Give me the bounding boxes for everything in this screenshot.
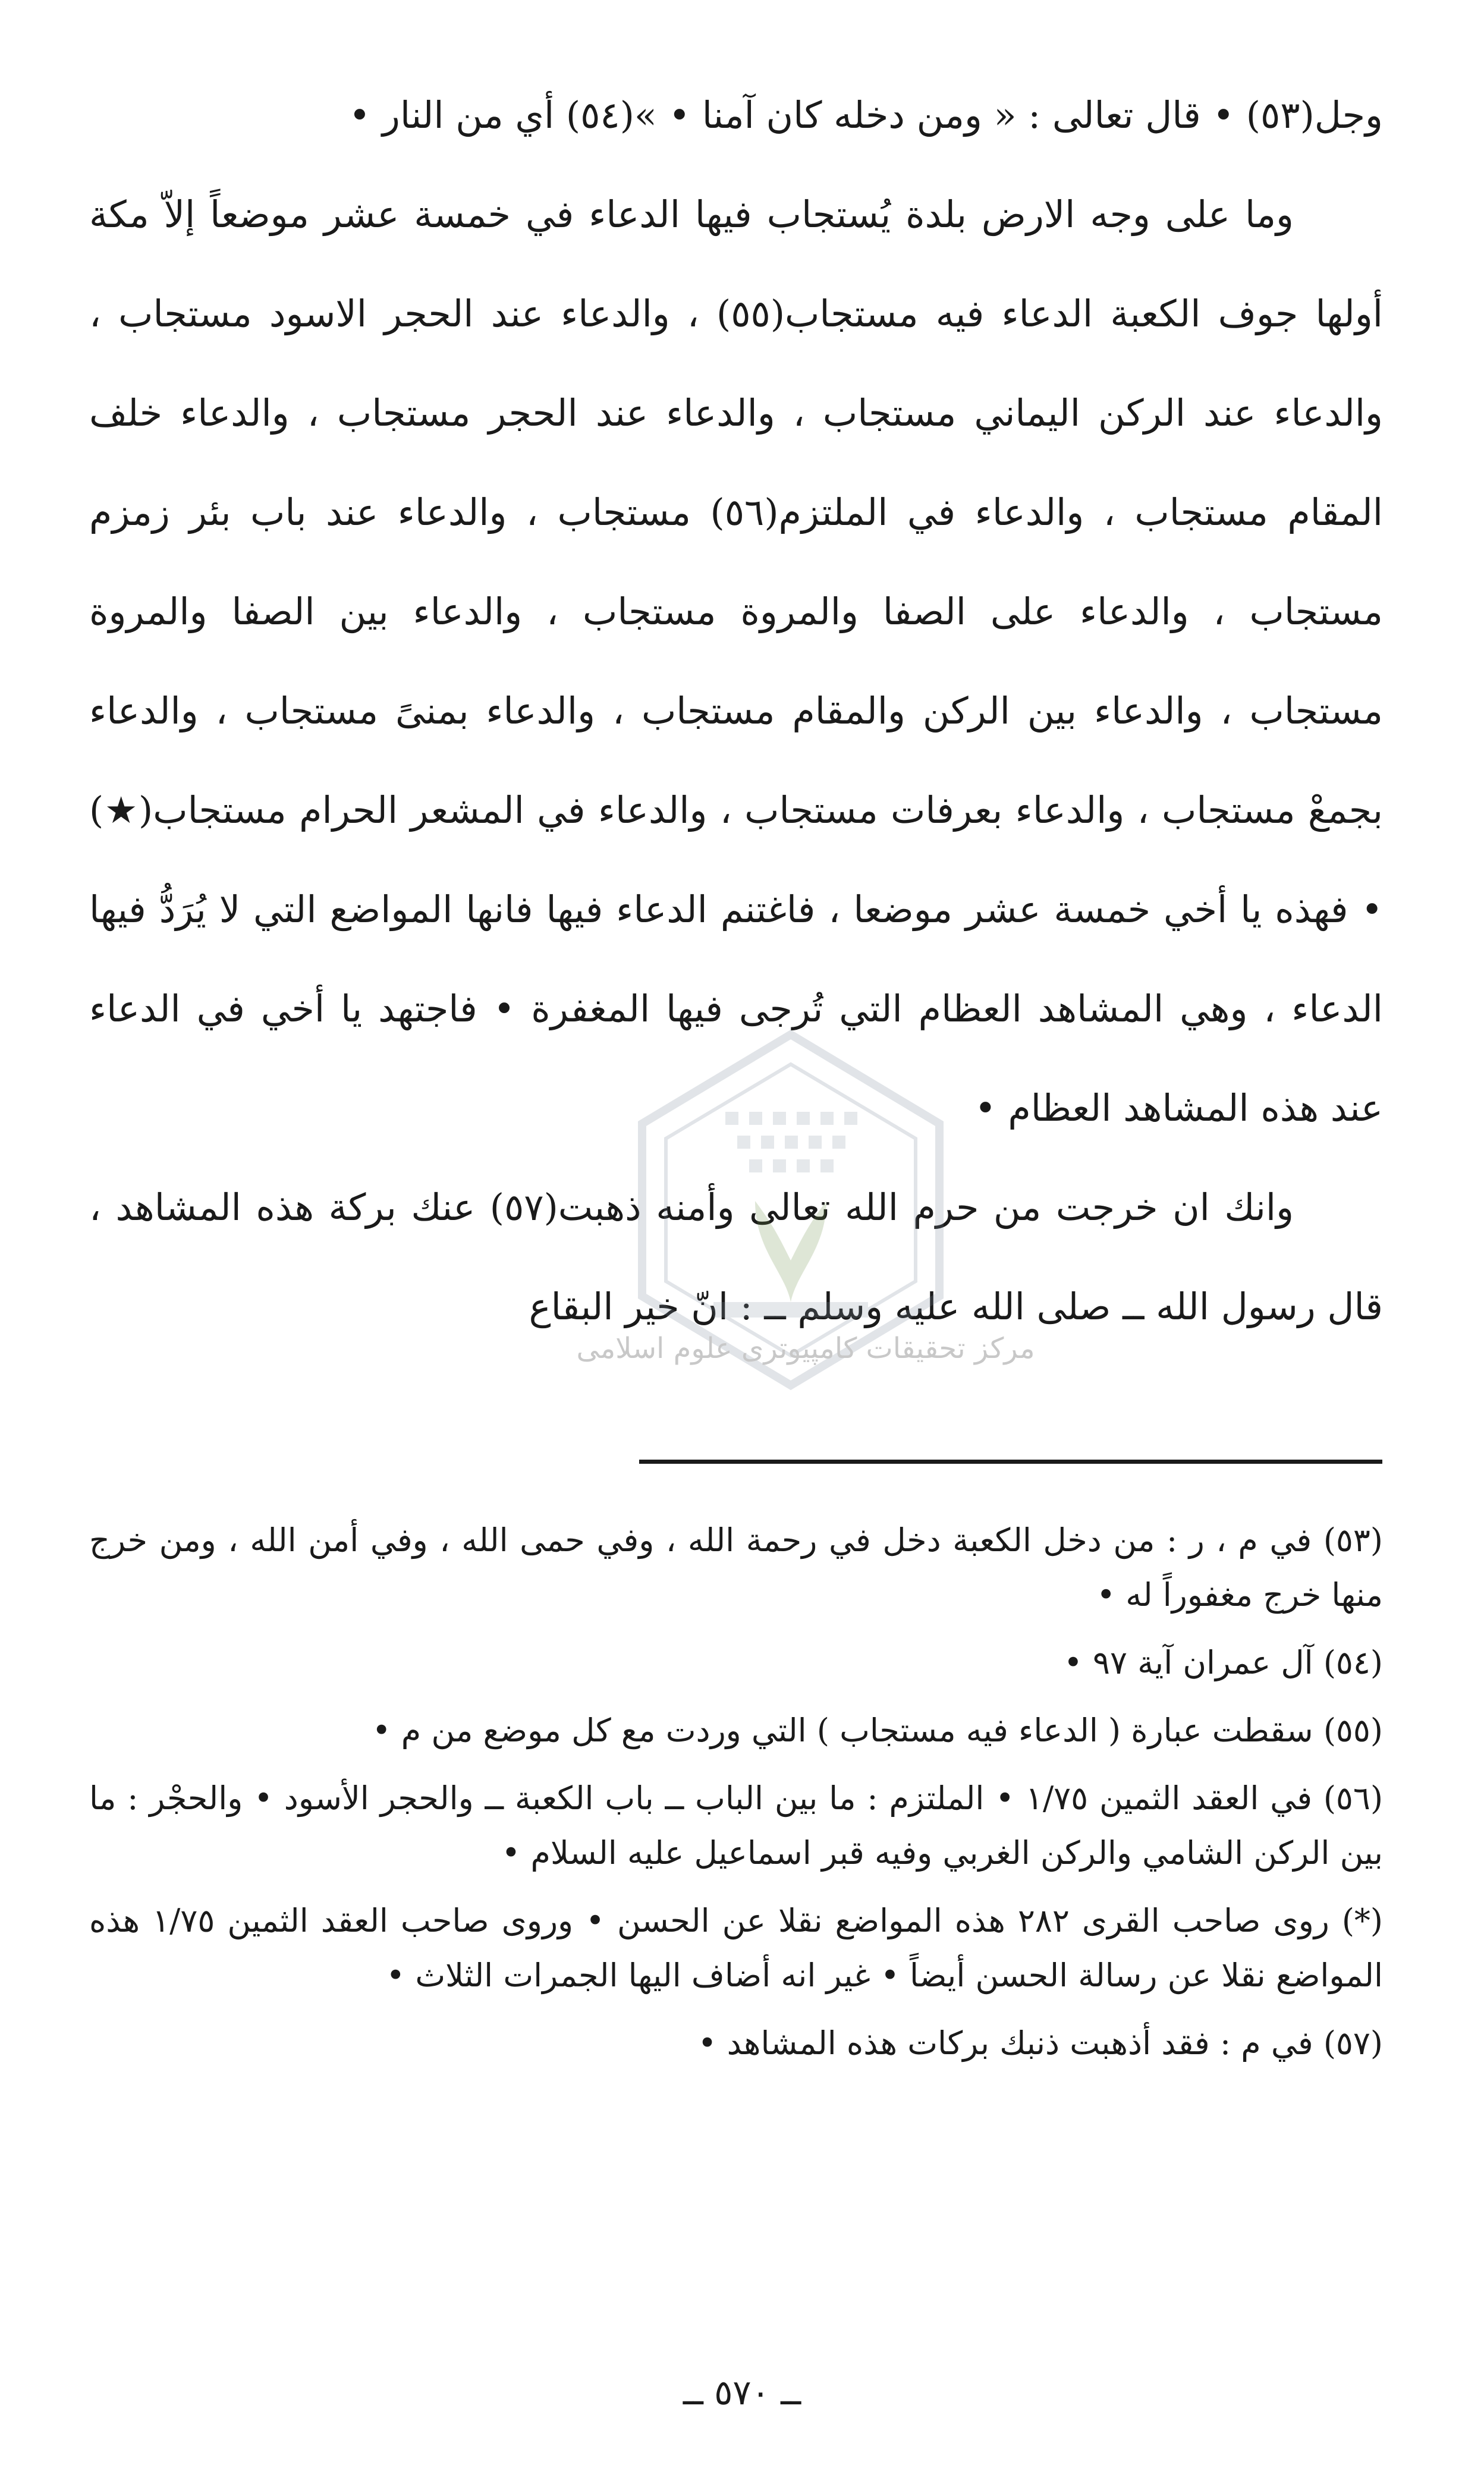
footnote-star: (*) روى صاحب القرى ٢٨٢ هذه المواضع نقلا عن الحسن • وروى صاحب العقد الثمين ١/٧٥ هذه المواضع نقلا عن رسالة الحسن أيضاً • غير انه أضاف اليها الجمرات الثلاث • [89,1902,1383,1994]
paragraph-3: وانك ان خرجت من حرم الله تعالى وأمنه ذهبت(٥٧) عنك بركة هذه المشاهد ، قال رسول الله ــ صلى الله عليه وسلم ــ : انّ خير البقاع [89,1186,1383,1328]
footnote-divider [639,1460,1382,1464]
footnote-57: (٥٧) في م : فقد أذهبت ذنبك بركات هذه المشاهد • [697,2024,1383,2062]
footnote-54: (٥٤) آل عمران آية ٩٧ • [1064,1644,1383,1681]
footnote-53: (٥٣) في م ، ر : من دخل الكعبة دخل في رحمة الله ، وفي حمى الله ، وفي أمن الله ، ومن خرج منها خرج مغفوراً له • [89,1521,1383,1614]
paragraph-1: وجل(٥٣) • قال تعالى : « ومن دخله كان آمنا • »(٥٤) أي من النار • [348,93,1383,137]
footnote-55: (٥٥) سقطت عبارة ( الدعاء فيه مستجاب ) التي وردت مع كل موضع من م • [372,1712,1383,1749]
footnote-56: (٥٦) في العقد الثمين ١/٧٥ • الملتزم : ما بين الباب ــ باب الكعبة ــ والحجر الأسود • والحجْر : ما بين الركن الشامي والركن الغربي وفيه قبر اسماعيل عليه السلام • [89,1779,1384,1872]
paragraph-2: وما على وجه الارض بلدة يُستجاب فيها الدعاء في خمسة عشر موضعاً إلاّ مكة أولها جوف الكعبة الدعاء فيه مستجاب(٥٥) ، والدعاء عند الحجر الاسود مستجاب ، والدعاء عند الركن اليماني مستجاب ، والدعاء عند الحجر مستجاب ، والدعاء خلف المقام مستجاب ، والدعاء في الملتزم(٥٦) مستجاب ، والدعاء عند باب بئر زمزم مستجاب ، والدعاء على الصفا والمروة مستجاب ، والدعاء بين الصفا والمروة مستجاب ، والدعاء بين الركن والمقام مستجاب ، والدعاء بمنىً مستجاب ، والدعاء بجمعْ مستجاب ، والدعاء بعرفات مستجاب ، والدعاء في المشعر الحرام مستجاب(★) • فهذه يا أخي خمسة عشر موضعا ، فاغتنم الدعاء فيها فانها المواضع التي لا يُرَدُّ فيها الدعاء ، وهي المشاهد العظام التي تُرجى فيها المغفرة • فاجتهد يا أخي في الدعاء عند هذه المشاهد العظام • [89,193,1384,1130]
watermark-text: مرکز تحقیقات کامپیوتری علوم اسلامی [576,1332,1035,1365]
footnotes [89,1513,1383,2084]
main-text [89,65,1383,1356]
page-number: ــ ٥٧٠ ــ [683,2372,801,2413]
